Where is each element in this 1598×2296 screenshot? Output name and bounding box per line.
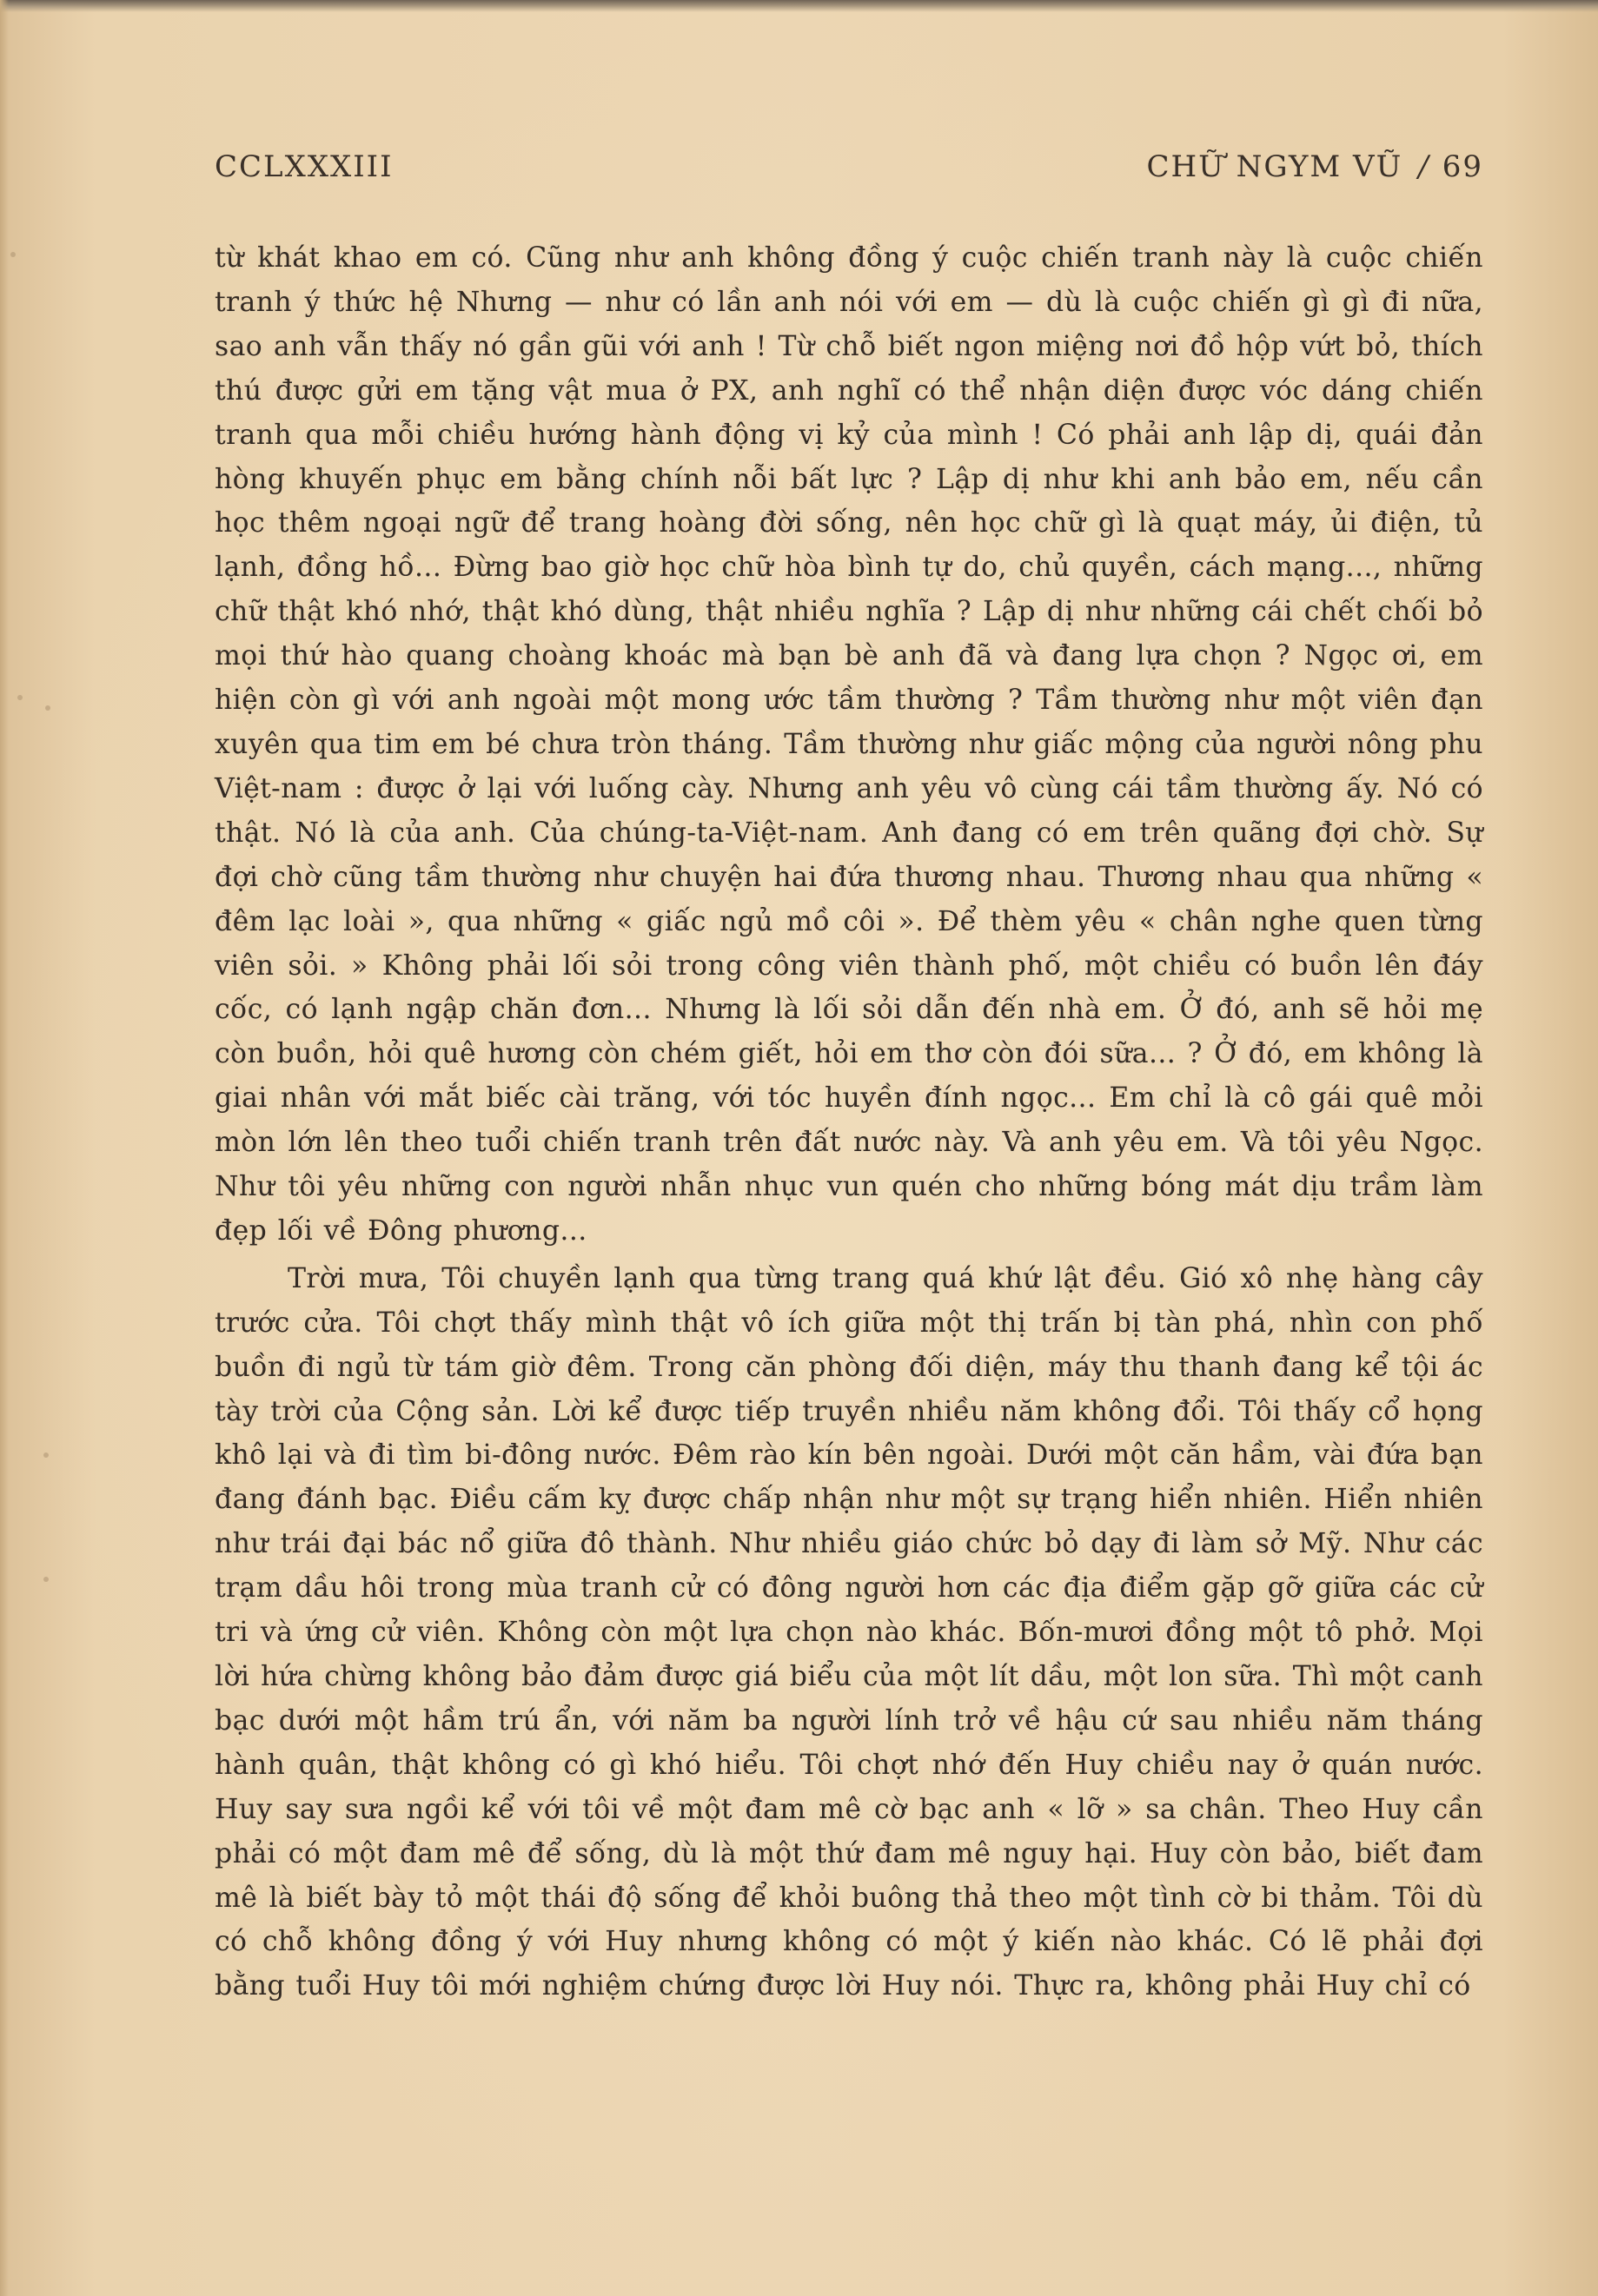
page-left-edge-shadow [0, 0, 9, 2296]
page-number: 69 [1442, 149, 1483, 184]
running-title: CHỮ NGYM VŨ [1146, 149, 1403, 184]
paper-speck [43, 1577, 49, 1582]
chapter-number: CCLXXXIII [215, 149, 394, 184]
running-title-group [1147, 149, 1483, 184]
paper-speck [17, 695, 23, 700]
paragraph: từ khát khao em có. Cũng như anh không đồng ý cuộc chiến tranh này là cuộc chiến tranh ý thức hệ Nhưng — như có lần anh nói với em — dù là cuộc chiến gì gì đi nữa, sao anh vẫn thấy nó gần gũi với anh ! Từ chỗ biết ngon miệng nơi đồ hộp vứt bỏ, thích thú được gửi em tặng vật mua ở PX, anh nghĩ có thể nhận diện được vóc dáng chiến tranh qua mỗi chiều hướng hành động vị kỷ của mình ! Có phải anh lập dị, quái đản hòng khuyến phục em bằng chính nỗi bất lực ? Lập dị như khi anh bảo em, nếu cần học thêm ngoại ngữ để trang hoàng đời sống, nên học chữ gì là quạt máy, ủi điện, tủ lạnh, đồng hồ... Đừng bao giờ học chữ hòa bình tự do, chủ quyền, cách mạng..., những chữ thật khó nhớ, thật khó dùng, thật nhiều nghĩa ? Lập dị như những cái chết chối bỏ mọi thứ hào quang choàng khoác mà bạn bè anh đã và đang lựa chọn ? Ngọc ơi, em hiện còn gì với anh ngoài một mong ước tầm thường ? Tầm thường như một viên đạn xuyên qua tim em bé chưa tròn tháng. Tầm thường như giấc mộng của người nông phu Việt-nam : được ở lại với luống cày. Nhưng anh yêu vô cùng cái tầm thường ấy. Nó có thật. Nó là của anh. Của chúng-ta-Việt-nam. Anh đang có em trên quãng đợi chờ. Sự đợi chờ cũng tầm thường như chuyện hai đứa thương nhau. Thương nhau qua những « đêm lạc loài », qua những « giấc ngủ mồ côi ». Để thèm yêu « chân nghe quen từng viên sỏi. » Không phải lối sỏi trong công viên thành phố, một chiều có buồn lên đáy cốc, có lạnh ngập chăn đơn... Nhưng là lối sỏi dẫn đến nhà em. Ở đó, anh sẽ hỏi mẹ còn buồn, hỏi quê hương còn chém giết, hỏi em thơ còn đói sữa... ? Ở đó, em không là giai nhân với mắt biếc cài trăng, với tóc huyền đính ngọc... Em chỉ là cô gái quê mỏi mòn lớn lên theo tuổi chiến tranh trên đất nước này. Và anh yêu em. Và tôi yêu Ngọc. Như tôi yêu những con người nhẫn nhục vun quén cho những bóng mát dịu trầm làm đẹp lối về Đông phương... [215, 242, 1483, 1247]
paragraph: Trời mưa, Tôi chuyền lạnh qua từng trang quá khứ lật đều. Gió xô nhẹ hàng cây trước cửa. Tôi chợt thấy mình thật vô ích giữa một thị trấn bị tàn phá, nhìn con phố buồn đi ngủ từ tám giờ đêm. Trong căn phòng đối diện, máy thu thanh đang kể tội ác tày trời của Cộng sản. Lời kể được tiếp truyền nhiều năm không đổi. Tôi thấy cổ họng khô lại và đi tìm bi-đông nước. Đêm rào kín bên ngoài. Dưới một căn hầm, vài đứa bạn đang đánh bạc. Điều cấm kỵ được chấp nhận như một sự trạng hiển nhiên. Hiển nhiên như trái đại bác nổ giữa đô thành. Như nhiều giáo chức bỏ dạy đi làm sở Mỹ. Như các trạm dầu hôi trong mùa tranh cử có đông người hơn các địa điểm gặp gỡ giữa các cử tri và ứng cử viên. Không còn một lựa chọn nào khác. Bốn-mươi đồng một tô phở. Mọi lời hứa chừng không bảo đảm được giá biểu của một lít dầu, một lon sữa. Thì một canh bạc dưới một hầm trú ẩn, với năm ba người lính trở về hậu cứ sau nhiều năm tháng hành quân, thật không có gì khó hiểu. Tôi chợt nhớ đến Huy chiều nay ở quán nước. Huy say sưa ngồi kể với tôi về một đam mê cờ bạc anh « lỡ » sa chân. Theo Huy cần phải có một đam mê để sống, dù là một thứ đam mê nguy hại. Huy còn bảo, biết đam mê là biết bày tỏ một thái độ sống để khỏi buông thả theo một tình cờ bi thảm. Tôi dù có chỗ không đồng ý với Huy nhưng không có một ý kiến nào khác. Có lẽ phải đợi bằng tuổi Huy tôi mới nghiệm chứng được lời Huy nói. Thực ra, không phải Huy chỉ có [215, 1262, 1483, 2002]
page-top-edge-shadow [0, 0, 1598, 12]
paper-speck [43, 1452, 49, 1458]
paper-speck [45, 705, 50, 711]
page-header [215, 149, 1483, 195]
header-separator: / [1418, 149, 1430, 184]
body-text [215, 236, 1483, 2008]
paper-speck [10, 252, 16, 257]
